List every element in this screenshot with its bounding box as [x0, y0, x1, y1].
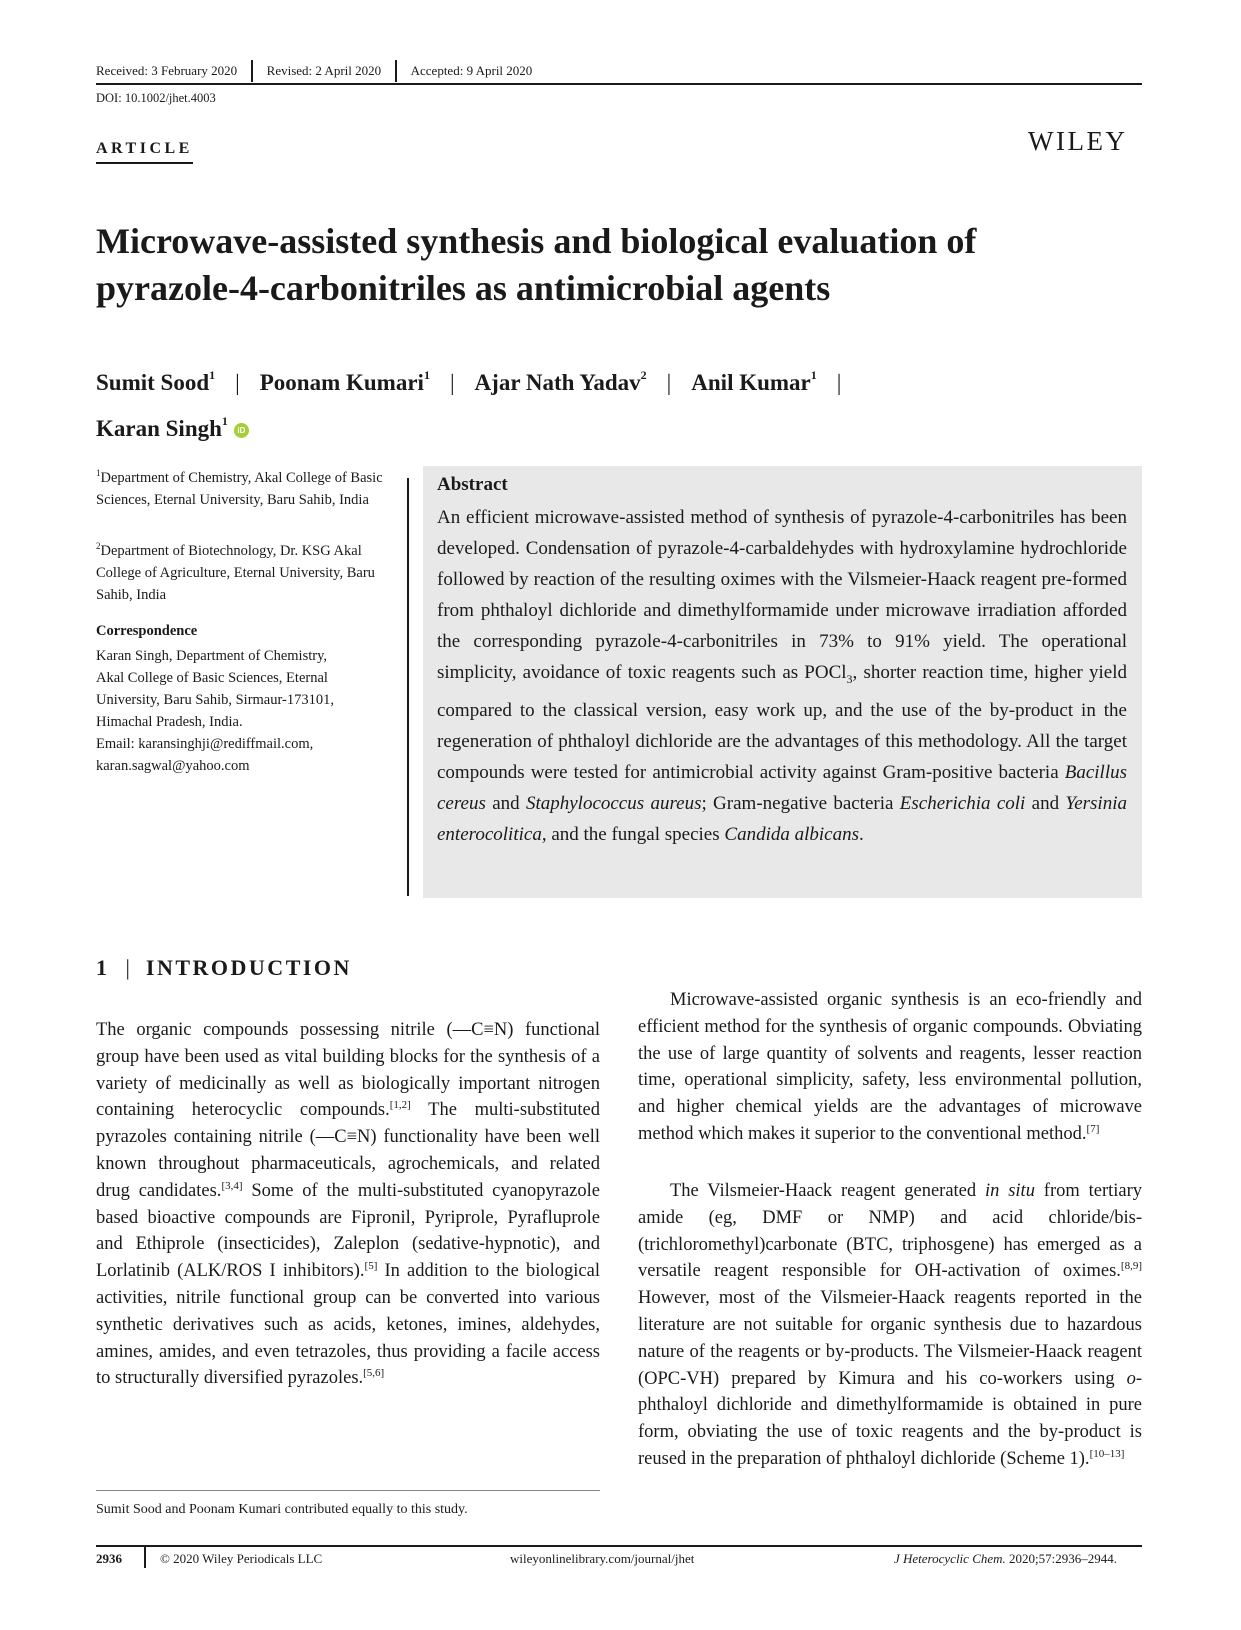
author-name[interactable]: Sumit Sood$^1$	[96, 368, 216, 395]
author-list	[96, 356, 1156, 448]
date-divider	[395, 60, 397, 82]
correspondence-email[interactable]: karan.sagwal@yahoo.com	[96, 758, 250, 774]
correspondence-email[interactable]: Email: karansinghji@rediffmail.com,	[96, 736, 314, 752]
publisher-logo: WILEY	[1028, 126, 1128, 156]
received-date: Received: 3 February 2020	[96, 63, 238, 78]
intro-paragraph: The organic compounds possessing nitrile (—C≡N) functional group have been used as vital building blocks for the synthesis of a variety of medicinally as well as biologically important nitrogen containing heterocyclic compounds.[1,2] The multi-substituted pyrazoles containing nitrile (—C≡N) functionality have been well known throughout pharmaceuticals, agrochemicals, and related drug candidates.[3,4] Some of the multi-substituted cyanopyrazole based bioactive compounds are Fipronil, Pyriprole, Pyrafluprole and Ethiprole (insecticides), Zaleplon (sedative-hypnotic), and Lorlatinib (ALK/ROS I inhibitors).[5] In addition to the biological activities, nitrile functional group can be converted into various synthetic derivatives such as acids, ketones, imines, aldehydes, amines, amides, and even tetrazoles, thus providing a facile access to structurally diversified pyrazoles.[5,6]	[96, 1020, 600, 1389]
page-number: 2936	[96, 1551, 122, 1566]
manuscript-dates	[96, 60, 546, 82]
copyright: © 2020 Wiley Periodicals LLC	[160, 1551, 323, 1566]
title-line-2: pyrazole-4-carbonitriles as antimicrobial agents	[96, 268, 831, 308]
correspondence-heading: Correspondence	[96, 623, 198, 639]
author-name[interactable]: Karan Singh$^1$	[96, 414, 228, 441]
citation-ref[interactable]: [10–13]	[1089, 1447, 1125, 1460]
section-separator: |	[125, 955, 130, 980]
accepted-date: Accepted: 9 April 2020	[410, 63, 533, 78]
citation-ref[interactable]: [3,4]	[221, 1179, 243, 1192]
affiliation: $^1$Department of Chemistry, Akal College of Basic Sciences, Eternal University, Baru Sahib, India	[96, 468, 383, 508]
citation-ref[interactable]: [7]	[1086, 1122, 1100, 1135]
section-number: 1	[96, 955, 110, 980]
author-name[interactable]: Ajar Nath Yadav$^2$	[474, 368, 647, 395]
citation-ref[interactable]: [5]	[364, 1260, 378, 1273]
author-name[interactable]: Poonam Kumari$^1$	[259, 368, 430, 395]
affiliation: $^2$Department of Biotechnology, Dr. KSG Akal College of Agriculture, Eternal University, Baru Sahib, India	[96, 541, 375, 603]
date-divider	[251, 60, 253, 82]
orcid-icon[interactable]: iD	[234, 423, 249, 438]
correspondence-details: Karan Singh, Department of Chemistry, Akal College of Basic Sciences, Eternal University, Baru Sahib, Sirmaur-173101, Himachal Pradesh, India. Email: karansinghji@rediffmail.com, karan.sagwal@yahoo.com	[96, 648, 334, 774]
author-separator: |	[836, 370, 842, 395]
column-divider	[407, 478, 409, 896]
author-separator: |	[235, 370, 240, 395]
journal-url[interactable]: wileyonlinelibrary.com/journal/jhet	[510, 1551, 695, 1566]
footnote-rule	[96, 1490, 600, 1491]
intro-paragraph: Microwave-assisted organic synthesis is an eco-friendly and efficient method for the synthesis of organic compounds. Obviating the use of large quantity of solvents and reagents, lesser reaction time, operational simplicity, safety, less environmental pollution, and higher chemical yields are the advantages of microwave method which makes it superior to the conventional method.[7]	[638, 990, 1142, 1144]
abstract-text: An efficient microwave-assisted method of synthesis of pyrazole-4-carbonitriles has been developed. Condensation of pyrazole-4-carbaldehydes with hydroxylamine hydrochloride followed by reaction of the resulting oximes with the Vilsmeier-Haack reagent pre-formed from phthaloyl dichloride and dimethylformamide under microwave irradiation afforded the corresponding pyrazole-4-carbonitriles in 73% to 91% yield. The operational simplicity, avoidance of toxic reagents such as POCl$_3$, shorter reaction time, higher yield compared to the classical version, easy work up, and the use of the by-product in the regeneration of phthaloyl dichloride are the advantages of this methodology. All the target compounds were tested for antimicrobial activity against Gram-positive bacteria Bacillus cereus and Staphylococcus aureus; Gram-negative bacteria Escherichia coli and Yersinia enterocolitica, and the fungal species Candida albicans.	[437, 507, 1128, 845]
citation-ref[interactable]: [8,9]	[1120, 1260, 1142, 1273]
footer-rule	[96, 1545, 1142, 1547]
intro-paragraph: The Vilsmeier-Haack reagent generated in situ from tertiary amide (eg, DMF or NMP) and acid chloride/bis-(trichloromethyl)carbonate (BTC, triphosgene) has emerged as a versatile reagent responsible for OH-activation of oximes.[8,9] However, most of the Vilsmeier-Haack reagents reported in the literature are not suitable for organic synthesis due to hazardous nature of the reagents or by-products. The Vilsmeier-Haack reagent (OPC-VH) prepared by Kimura and his co-workers using o-phthaloyl dichloride and dimethylformamide is obtained in pure form, obviating the use of toxic reagents and the by-product is reused in the preparation of phthaloyl dichloride (Scheme 1).[10–13]	[638, 1181, 1143, 1469]
citation-ref[interactable]: [1,2]	[389, 1099, 411, 1112]
section-title: INTRODUCTION	[145, 955, 352, 980]
doi[interactable]: DOI: 10.1002/jhet.4003	[96, 91, 216, 105]
footnote: Sumit Sood and Poonam Kumari contributed equally to this study.	[96, 1502, 468, 1517]
author-separator: |	[666, 370, 672, 395]
author-separator: |	[449, 370, 455, 395]
title-line-1: Microwave-assisted synthesis and biological evaluation of	[96, 221, 977, 261]
journal-citation: J Heterocyclic Chem. 2020;57:2936–2944.	[894, 1551, 1118, 1566]
article-type-label: ARTICLE	[96, 140, 193, 164]
article-title	[96, 218, 1156, 312]
section-heading	[96, 955, 352, 981]
revised-date: Revised: 2 April 2020	[266, 63, 382, 78]
author-name[interactable]: Anil Kumar$^1$	[691, 368, 817, 395]
footer-divider	[144, 1546, 146, 1568]
citation-ref[interactable]: [5,6]	[363, 1367, 385, 1380]
abstract-heading: Abstract	[437, 474, 508, 495]
header-rule	[96, 83, 1142, 85]
